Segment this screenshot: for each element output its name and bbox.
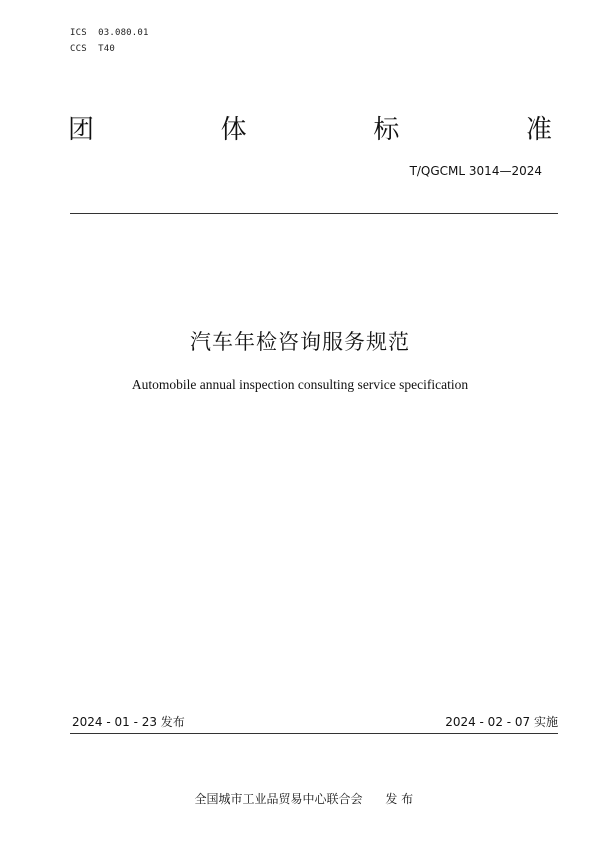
publisher-name: 全国城市工业品贸易中心联合会 xyxy=(194,792,363,806)
document-title-en: Automobile annual inspection consulting service specification xyxy=(131,377,469,392)
document-title-cn: 汽车年检咨询服务规范 xyxy=(190,330,410,354)
publisher-line xyxy=(0,776,600,807)
standard-type-char-3: 标 xyxy=(373,115,400,145)
implementation-date: 2024 - 02 - 07 实施 xyxy=(445,715,558,729)
standard-code: T/QGCML 3014—2024 xyxy=(409,164,542,178)
publisher-action: 发 布 xyxy=(385,792,414,806)
ccs-code: CCS T40 xyxy=(70,44,115,54)
standard-type-char-2: 体 xyxy=(220,115,247,145)
bottom-divider xyxy=(70,733,558,734)
standard-type-heading xyxy=(68,112,552,148)
standard-type-char-1: 团 xyxy=(68,115,95,145)
standard-type-char-4: 准 xyxy=(525,115,552,145)
top-divider xyxy=(70,213,558,214)
issue-date: 2024 - 01 - 23 发布 xyxy=(72,715,185,729)
publisher-gap xyxy=(362,792,385,806)
ics-code: ICS 03.080.01 xyxy=(70,28,149,38)
